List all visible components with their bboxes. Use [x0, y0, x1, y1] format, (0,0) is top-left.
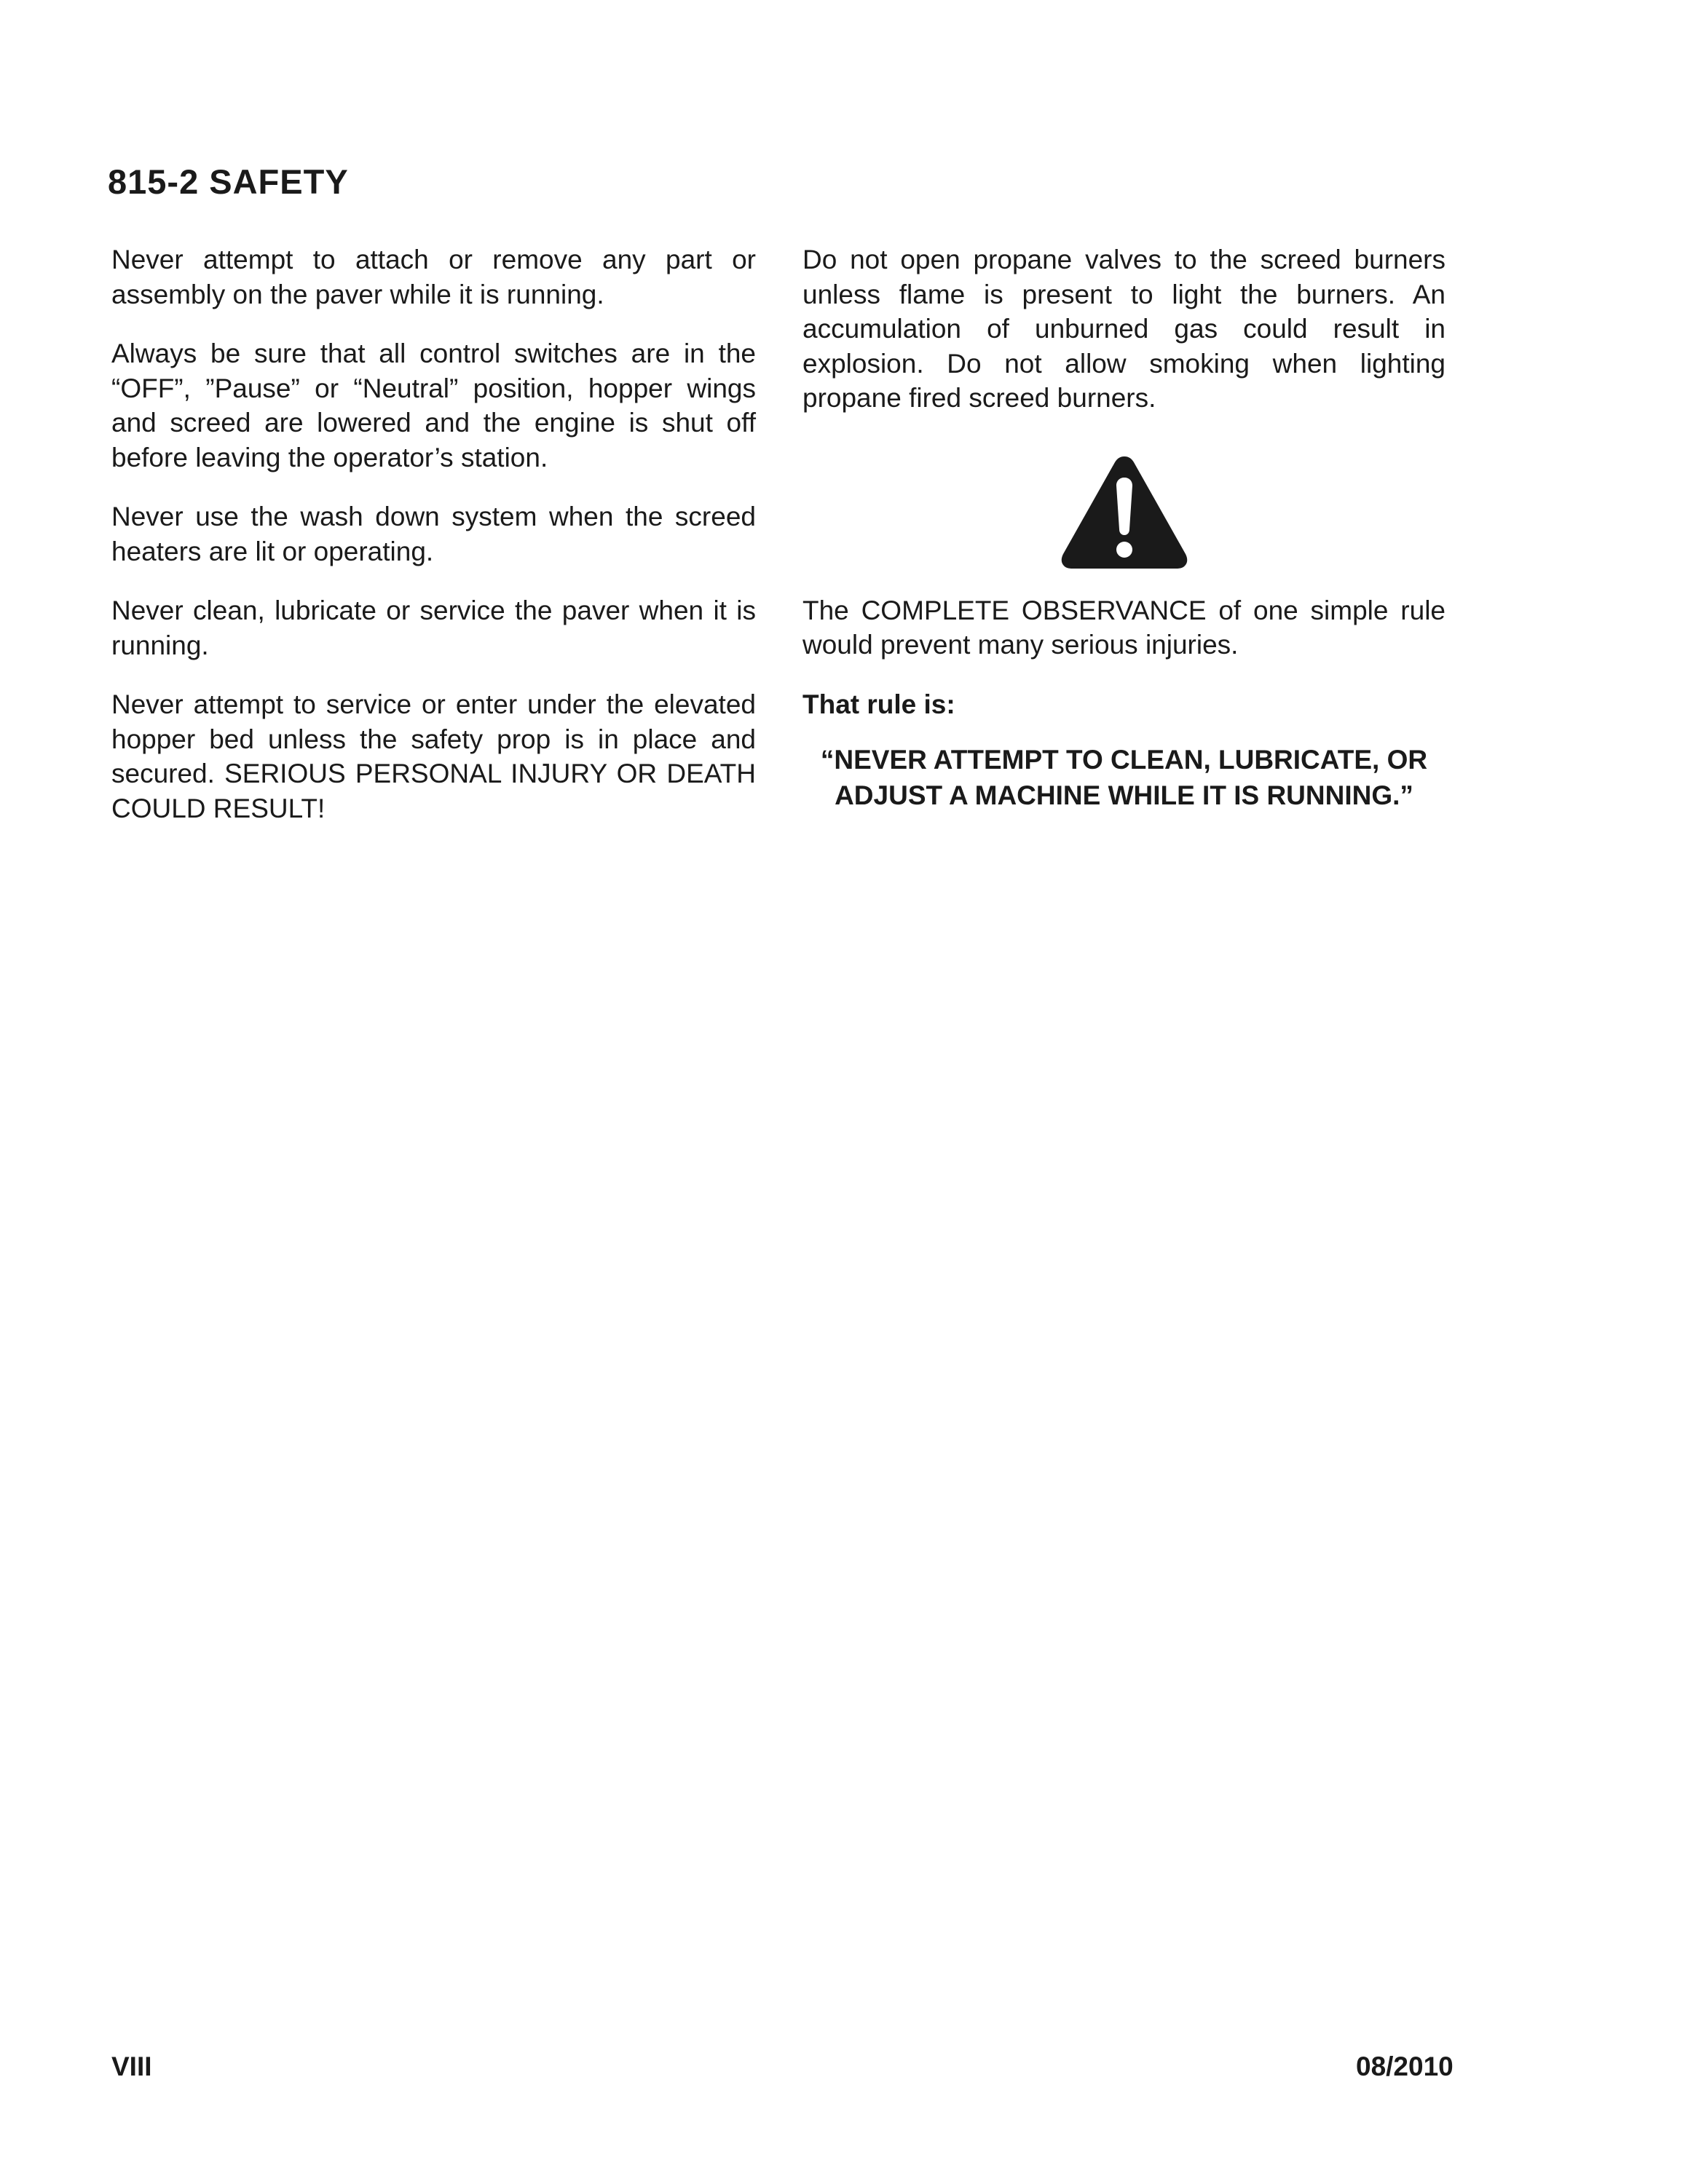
- left-column: [111, 242, 756, 850]
- right-column: [802, 242, 1446, 813]
- observance-text: The COMPLETE OBSERVANCE of one simple rule would prevent many serious injuries.: [802, 595, 1446, 660]
- warning-triangle-icon: [1060, 454, 1189, 570]
- safety-paragraph: Never use the wash down system when the screed heaters are lit or operating.: [111, 502, 756, 566]
- page-title: 815-2 SAFETY: [108, 162, 349, 201]
- safety-paragraph: Do not open propane valves to the screed burners unless flame is present to light the burners. An accumulation of unburned gas could result in explosion. Do not allow smoking when lighting propane fired screed burners.: [802, 245, 1446, 413]
- safety-paragraph: Never attempt to service or enter under the elevated hopper bed unless the safety prop is in place and secured. SERIOUS PERSONAL INJURY OR DEATH COULD RESULT!: [111, 689, 756, 823]
- safety-paragraph: Never attempt to attach or remove any part or assembly on the paver while it is running.: [111, 245, 756, 309]
- rule-intro: That rule is:: [802, 689, 955, 719]
- safety-paragraph: Never clean, lubricate or service the paver when it is running.: [111, 596, 756, 660]
- warning-icon-container: [802, 454, 1446, 570]
- safety-paragraph: Always be sure that all control switches are in the “OFF”, ”Pause” or “Neutral” position, hopper wings and screed are lowered and the engine is shut off before leaving the operator’s station.: [111, 339, 756, 472]
- rule-text: “NEVER ATTEMPT TO CLEAN, LUBRICATE, OR ADJUST A MACHINE WHILE IT IS RUNNING.”: [820, 745, 1428, 810]
- revision-date: 08/2010: [1356, 2052, 1454, 2081]
- page-number: VIII: [111, 2052, 152, 2081]
